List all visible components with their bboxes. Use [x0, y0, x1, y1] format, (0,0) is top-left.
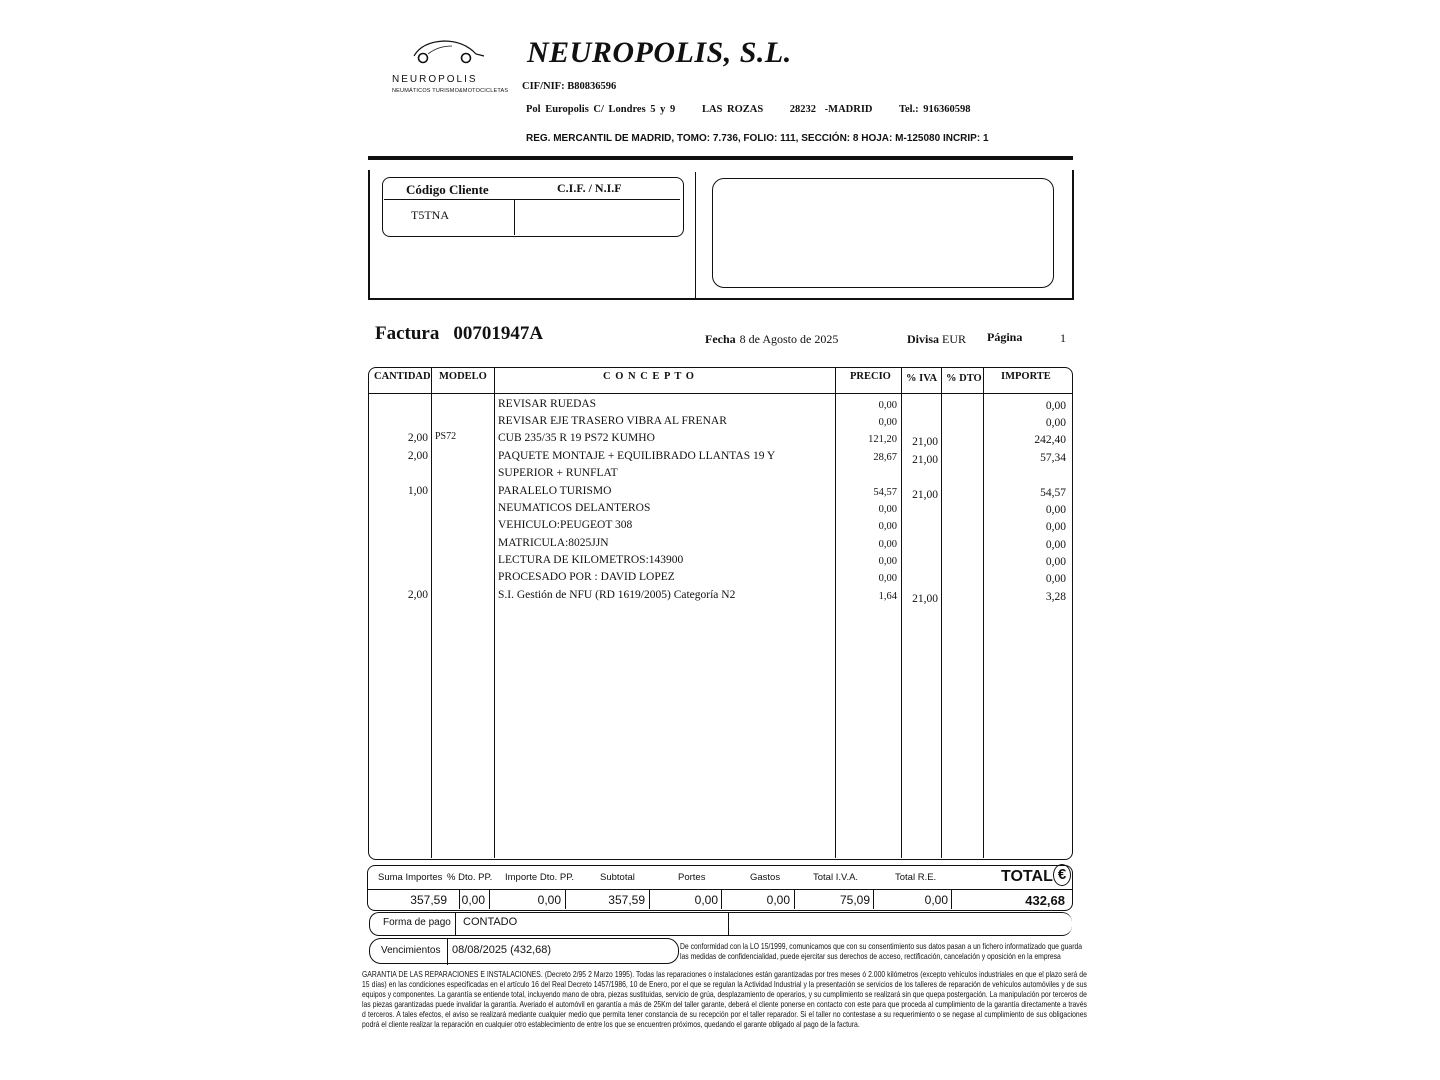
row-precio: 0,00 — [878, 573, 897, 584]
row-concepto: PARALELO TURISMO — [498, 485, 612, 497]
totals-divider — [367, 889, 1073, 890]
label-suma-importes: Suma Importes — [378, 872, 443, 883]
row-importe: 0,00 — [1045, 573, 1066, 585]
header-cantidad: CANTIDAD — [374, 371, 431, 382]
col-divider — [901, 367, 902, 858]
label-dto-pp: % Dto. PP. — [447, 872, 493, 883]
payment-method-value: CONTADO — [463, 916, 518, 928]
row-importe: 0,00 — [1045, 417, 1066, 429]
totals-col-divider — [649, 889, 650, 909]
invoice-number: 00701947A — [453, 323, 544, 344]
value-dto-pp: 0,00 — [461, 893, 485, 907]
row-importe: 0,00 — [1045, 521, 1066, 533]
totals-col-divider — [565, 889, 566, 909]
due-label: Vencimientos — [381, 945, 441, 956]
label-subtotal: Subtotal — [600, 872, 635, 883]
header-modelo: MODELO — [439, 371, 487, 382]
privacy-notice: De conformidad con la LO 15/1999, comunicamos que con su consentimiento sus datos pasan a un fichero informatizado que guarda las medidas de confidencialidad, puede ejercitar sus derechos de acceso, rectificación, cancelación y oposición en la empresa — [680, 941, 1083, 961]
company-address — [526, 104, 993, 115]
car-logo-icon — [392, 38, 502, 78]
value-subtotal: 357,59 — [608, 893, 645, 907]
payment-divider — [728, 912, 729, 936]
row-precio: 0,00 — [878, 556, 897, 567]
client-code-label: Código Cliente — [406, 182, 489, 197]
logo-subtitle: NEUMÁTICOS TURISMO&MOTOCICLETAS — [392, 88, 509, 94]
col-divider — [835, 367, 836, 858]
value-total-re: 0,00 — [924, 893, 948, 907]
due-divider — [447, 938, 448, 965]
row-precio: 1,64 — [878, 591, 897, 602]
row-cantidad: 2,00 — [407, 450, 428, 462]
row-precio: 28,67 — [873, 452, 897, 463]
row-concepto: PAQUETE MONTAJE + EQUILIBRADO LLANTAS 19 Y — [498, 450, 776, 462]
row-cantidad: 2,00 — [407, 589, 428, 601]
row-importe: 54,57 — [1040, 487, 1066, 499]
value-gastos: 0,00 — [766, 893, 790, 907]
row-cantidad: 1,00 — [407, 485, 428, 497]
company-name: NEUROPOLIS, S.L. — [527, 36, 792, 69]
address-province: -MADRID — [824, 104, 873, 115]
invoice-currency — [907, 332, 966, 347]
value-total: 432,68 — [1025, 893, 1065, 908]
row-concepto: VEHICULO:PEUGEOT 308 — [498, 519, 633, 531]
payment-method-label: Forma de pago — [383, 917, 451, 928]
header-dto: % DTO — [946, 373, 982, 384]
row-concepto: CUB 235/35 R 19 PS72 KUMHO — [498, 432, 655, 444]
page-label: Página — [987, 330, 1023, 344]
totals-col-divider — [794, 889, 795, 909]
label-portes: Portes — [678, 872, 706, 883]
header-precio: PRECIO — [850, 371, 891, 382]
company-phone: Tel.: 916360598 — [898, 104, 971, 115]
col-divider — [494, 367, 495, 858]
currency-value: EUR — [942, 332, 967, 346]
value-portes: 0,00 — [694, 893, 718, 907]
client-nif-label: C.I.F. / N.I.F — [557, 181, 622, 195]
row-concepto: NEUMATICOS DELANTEROS — [498, 502, 651, 514]
value-suma-importes: 357,59 — [410, 893, 447, 907]
date-label: Fecha — [705, 332, 736, 346]
row-precio: 0,00 — [878, 504, 897, 515]
label-importe-dto: Importe Dto. PP. — [505, 872, 574, 883]
col-divider — [941, 367, 942, 858]
company-registry: REG. MERCANTIL DE MADRID, TOMO: 7.736, FOLIO: 111, SECCIÓN: 8 HOJA: M-125080 INCRIP: 1 — [526, 133, 989, 144]
currency-label: Divisa — [907, 332, 940, 346]
row-precio: 0,00 — [878, 521, 897, 532]
col-divider — [431, 367, 432, 858]
label-total: TOTAL — [1001, 868, 1053, 885]
client-code-value: T5TNA — [411, 208, 449, 222]
address-street: Pol Europolis C/ Londres 5 y 9 — [526, 104, 676, 115]
header-iva: % IVA — [906, 373, 938, 384]
value-total-iva: 75,09 — [839, 893, 870, 907]
row-importe: 0,00 — [1045, 504, 1066, 516]
address-postal: 28232 — [789, 104, 817, 115]
label-total-iva: Total I.V.A. — [813, 872, 859, 883]
row-iva: 21,00 — [912, 436, 938, 448]
row-importe: 242,40 — [1034, 434, 1066, 446]
guarantee-notice: GARANTIA DE LAS REPARACIONES E INSTALACIONES. (Decreto 2/95 2 Marzo 1995). Todas las reparaciones o instalaciones están garantizadas por tres meses ó 2.000 kilómetros (excepto vehículos industriales en que el plazo será de 15 días) en las condiciones especificadas en el artículo 16 del Real Decreto 1457/1986, 10 de Enero, por el que se regulan la Actividad Industrial y la presentación se servicios de los talleres de reparación de vehículos automóviles y de sus equipos y componentes. La garantía se entiende total, incluyendo mano de obra, piezas sustituidas, servicio de grúa, desplazamiento de operarios, y su cumplimiento se realizará sin que quepa postergación. La manipulación por terceros de las piezas garantizadas puede invalidar la garantía. Averiado el automóvil en garantía a más de 25Km del taller garante, deberá el cliente ponerse en contacto con este para que proceda al cumplimiento de la garantía directamente a través d terceros. A tales efectos, el aviso se realizará mediante cualquier medio que permita tener constancia de su recepción por el taller reparador. Si el taller no contestase a su requerimiento o se negase al cumplimiento de sus obligaciones podrá el cliente realizar la reparación en cualquier otro establecimiento de entre los que se encuentren próximos, quedando el garante obligado al pago de la factura. — [362, 969, 1087, 1029]
label-total-re: Total R.E. — [895, 872, 937, 883]
row-concepto: S.I. Gestión de NFU (RD 1619/2005) Categoría N2 — [498, 589, 736, 601]
items-table-header-line — [368, 393, 1073, 394]
row-importe: 0,00 — [1045, 539, 1066, 551]
due-value: 08/08/2025 (432,68) — [452, 944, 552, 956]
totals-col-divider — [873, 889, 874, 909]
totals-col-divider — [951, 889, 952, 909]
row-importe: 3,28 — [1045, 591, 1066, 603]
row-precio: 121,20 — [868, 434, 897, 445]
row-precio: 0,00 — [878, 417, 897, 428]
company-cif: CIF/NIF: B80836596 — [522, 81, 617, 92]
row-iva: 21,00 — [912, 593, 938, 605]
date-value: 8 de Agosto de 2025 — [739, 332, 839, 346]
row-iva: 21,00 — [912, 489, 938, 501]
label-gastos: Gastos — [750, 872, 781, 883]
header-divider — [368, 156, 1073, 160]
row-concepto: REVISAR RUEDAS — [498, 398, 597, 410]
row-iva: 21,00 — [912, 454, 938, 466]
address-city: LAS ROZAS — [701, 104, 764, 115]
invoice-date — [705, 332, 838, 347]
row-importe: 57,34 — [1040, 452, 1066, 464]
col-divider — [983, 367, 984, 858]
row-importe: 0,00 — [1045, 556, 1066, 568]
client-section-divider — [695, 172, 696, 298]
euro-icon: € — [1053, 864, 1071, 886]
row-precio: 0,00 — [878, 539, 897, 550]
header-importe: IMPORTE — [1001, 371, 1051, 382]
value-importe-dto: 0,00 — [537, 893, 561, 907]
row-concepto: MATRICULA:8025JJN — [498, 537, 609, 549]
invoice-title — [375, 323, 543, 345]
page-number: 1 — [1060, 331, 1066, 345]
row-concepto: REVISAR EJE TRASERO VIBRA AL FRENAR — [498, 415, 727, 427]
row-concepto: LECTURA DE KILOMETROS:143900 — [498, 554, 684, 566]
row-importe: 0,00 — [1045, 400, 1066, 412]
row-precio: 0,00 — [878, 400, 897, 411]
payment-divider — [455, 912, 456, 936]
totals-col-divider — [489, 889, 490, 909]
row-modelo: PS72 — [435, 431, 457, 442]
client-info-divider — [514, 199, 515, 235]
totals-col-divider — [721, 889, 722, 909]
row-concepto-cont: SUPERIOR + RUNFLAT — [498, 467, 618, 479]
row-precio: 54,57 — [873, 487, 897, 498]
row-cantidad: 2,00 — [407, 432, 428, 444]
client-address-box — [712, 178, 1054, 288]
header-concepto: C O N C E P T O — [603, 371, 695, 382]
row-concepto: PROCESADO POR : DAVID LOPEZ — [498, 571, 675, 583]
logo-wordmark: NEUROPOLIS — [392, 74, 478, 85]
invoice-label: Factura — [375, 323, 440, 344]
items-table — [368, 367, 1073, 860]
